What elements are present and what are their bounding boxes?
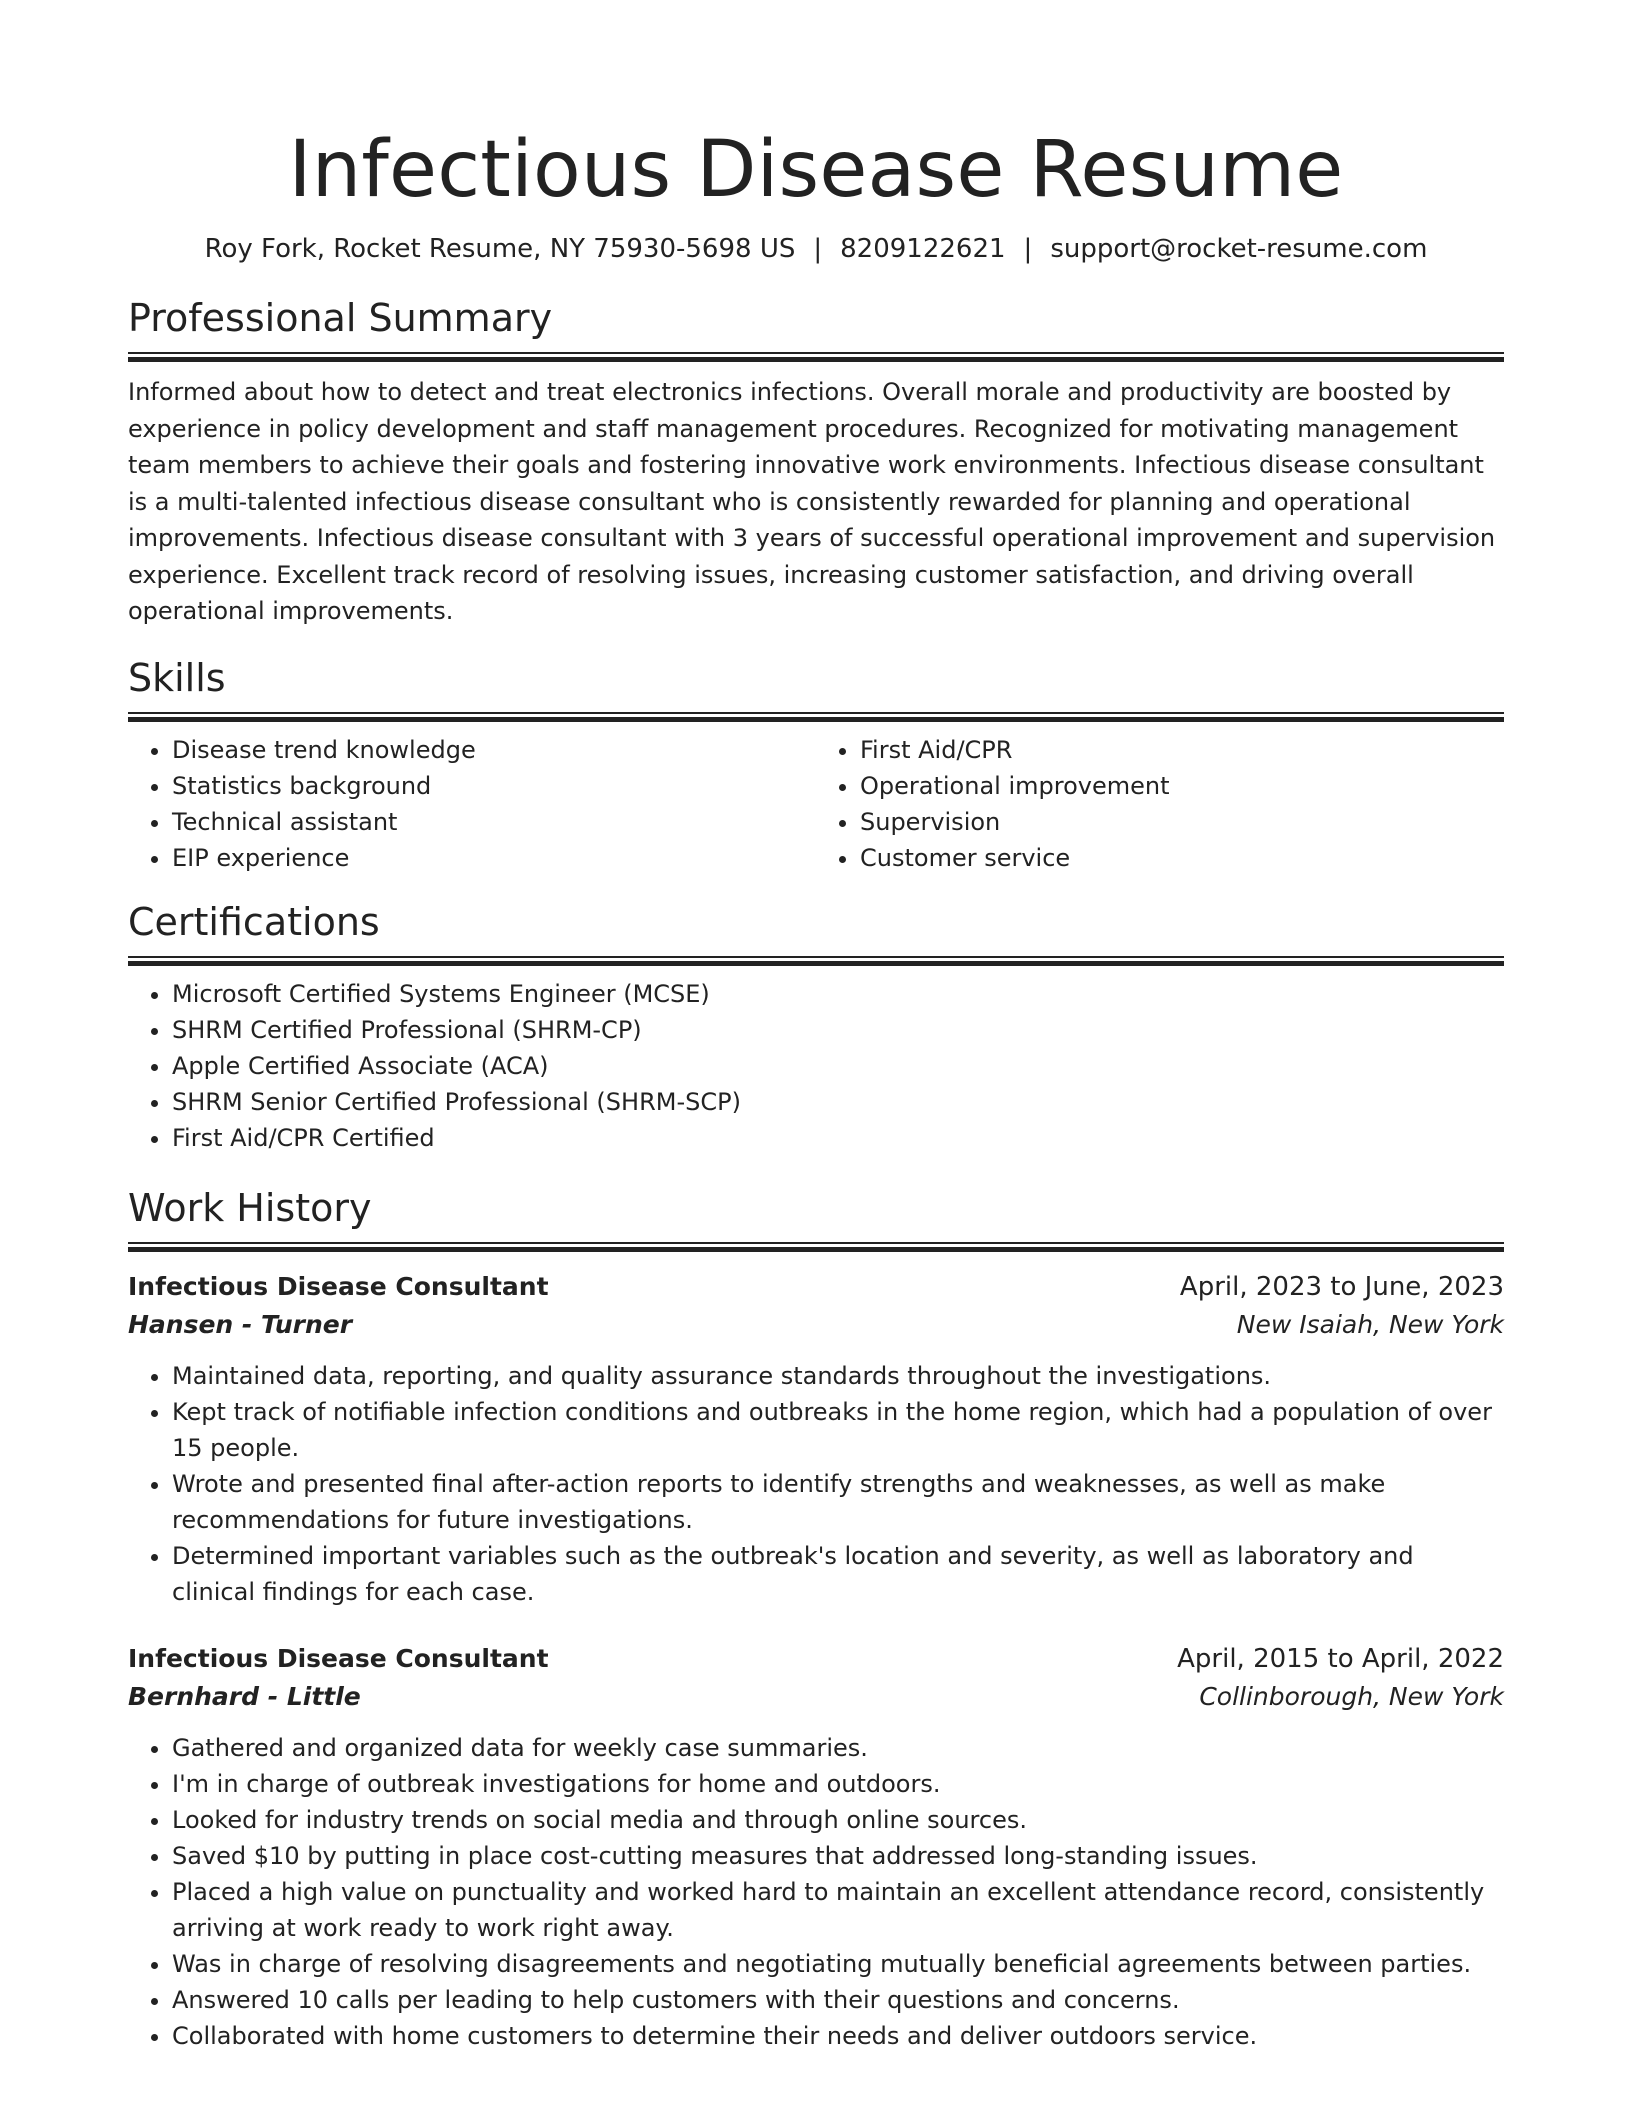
list-item: • First Aid/CPR — [860, 732, 1504, 768]
list-item: • Customer service — [860, 840, 1504, 876]
section-heading-skills: Skills — [128, 655, 226, 700]
list-item: • Operational improvement — [860, 768, 1504, 804]
job-subheader — [128, 1306, 1504, 1344]
section-divider — [128, 712, 1504, 722]
list-item: • Looked for industry trends on social media and through online sources. — [172, 1802, 1504, 1838]
list-item: • Determined important variables such as the outbreak's location and severity, as well as laboratory and clinical findings for each case. — [172, 1538, 1504, 1610]
job-dates: April, 2023 to June, 2023 — [1179, 1271, 1504, 1302]
contact-address: Roy Fork, Rocket Resume, NY 75930-5698 US — [204, 234, 796, 264]
certifications-list — [128, 976, 1504, 1156]
job-entry — [128, 1268, 1504, 1610]
list-item: • I'm in charge of outbreak investigations for home and outdoors. — [172, 1766, 1504, 1802]
contact-phone: 8209122621 — [840, 234, 1006, 264]
list-item: • Gathered and organized data for weekly case summaries. — [172, 1730, 1504, 1766]
contact-email: support@rocket-resume.com — [1050, 234, 1428, 264]
skills-grid — [128, 732, 1504, 876]
list-item: • Kept track of notifiable infection conditions and outbreaks in the home region, which had a population of over 15 people. — [172, 1394, 1504, 1466]
list-item: • EIP experience — [172, 840, 816, 876]
list-item: • Saved $10 by putting in place cost-cutting measures that addressed long-standing issues. — [172, 1838, 1504, 1874]
list-item: • Wrote and presented final after-action reports to identify strengths and weaknesses, as well as make recommendations for future investigations. — [172, 1466, 1504, 1538]
contact-line — [128, 232, 1504, 266]
list-item: • SHRM Certified Professional (SHRM-CP) — [172, 1012, 1504, 1048]
job-location: Collinborough, New York — [1199, 1681, 1504, 1711]
list-item: • Statistics background — [172, 768, 816, 804]
job-title: Infectious Disease Consultant — [128, 1271, 549, 1301]
job-entry — [128, 1640, 1504, 2054]
list-item: • Microsoft Certified Systems Engineer (MCSE) — [172, 976, 1504, 1012]
list-item: • SHRM Senior Certified Professional (SHRM-SCP) — [172, 1084, 1504, 1120]
section-divider — [128, 352, 1504, 362]
section-heading-certifications: Certifications — [128, 899, 380, 944]
job-dates: April, 2015 to April, 2022 — [1177, 1643, 1504, 1674]
job-company: Bernhard - Little — [128, 1681, 361, 1711]
skills-list-left — [128, 732, 816, 876]
section-divider — [128, 1242, 1504, 1252]
job-location: New Isaiah, New York — [1236, 1309, 1504, 1339]
list-item: • Disease trend knowledge — [172, 732, 816, 768]
summary-section — [128, 294, 1504, 630]
job-title: Infectious Disease Consultant — [128, 1643, 549, 1673]
job-company: Hansen - Turner — [128, 1309, 353, 1339]
skills-section — [128, 654, 1504, 876]
contact-separator: | — [1023, 234, 1033, 264]
job-bullets — [128, 1730, 1504, 2054]
list-item: • Collaborated with home customers to determine their needs and deliver outdoors service. — [172, 2018, 1504, 2054]
resume-title: Infectious Disease Resume — [288, 125, 1344, 215]
job-header — [128, 1268, 1504, 1306]
list-item: • Technical assistant — [172, 804, 816, 840]
contact-separator: | — [813, 234, 823, 264]
work-history-section — [128, 1184, 1504, 2054]
list-item: • Maintained data, reporting, and quality assurance standards throughout the investigations. — [172, 1358, 1504, 1394]
certifications-section — [128, 898, 1504, 1156]
resume-page — [128, 0, 1504, 2054]
section-heading-work-history: Work History — [128, 1185, 372, 1230]
list-item: • Answered 10 calls per leading to help customers with their questions and concerns. — [172, 1982, 1504, 2018]
list-item: • Supervision — [860, 804, 1504, 840]
summary-text: Informed about how to detect and treat electronics infections. Overall morale and productivity are boosted by experience in policy development and staff management procedures. Recognized for motivating management team members to achieve their goals and fostering innovative work environments. Infectious disease consultant is a multi-talented infectious disease consultant who is consistently rewarded for planning and operational improvements. Infectious disease consultant with 3 years of successful operational improvement and supervision experience. Excellent track record of resolving issues, increasing customer satisfaction, and driving overall operational improvements. — [128, 378, 1496, 625]
job-subheader — [128, 1678, 1504, 1716]
job-bullets — [128, 1358, 1504, 1610]
job-header — [128, 1640, 1504, 1678]
list-item: • Apple Certified Associate (ACA) — [172, 1048, 1504, 1084]
list-item: • Was in charge of resolving disagreements and negotiating mutually beneficial agreements between parties. — [172, 1946, 1504, 1982]
list-item: • First Aid/CPR Certified — [172, 1120, 1504, 1156]
section-heading-summary: Professional Summary — [128, 296, 553, 340]
skills-list-right — [816, 732, 1504, 876]
list-item: • Placed a high value on punctuality and worked hard to maintain an excellent attendance record, consistently arriving at work ready to work right away. — [172, 1874, 1504, 1946]
section-divider — [128, 956, 1504, 966]
